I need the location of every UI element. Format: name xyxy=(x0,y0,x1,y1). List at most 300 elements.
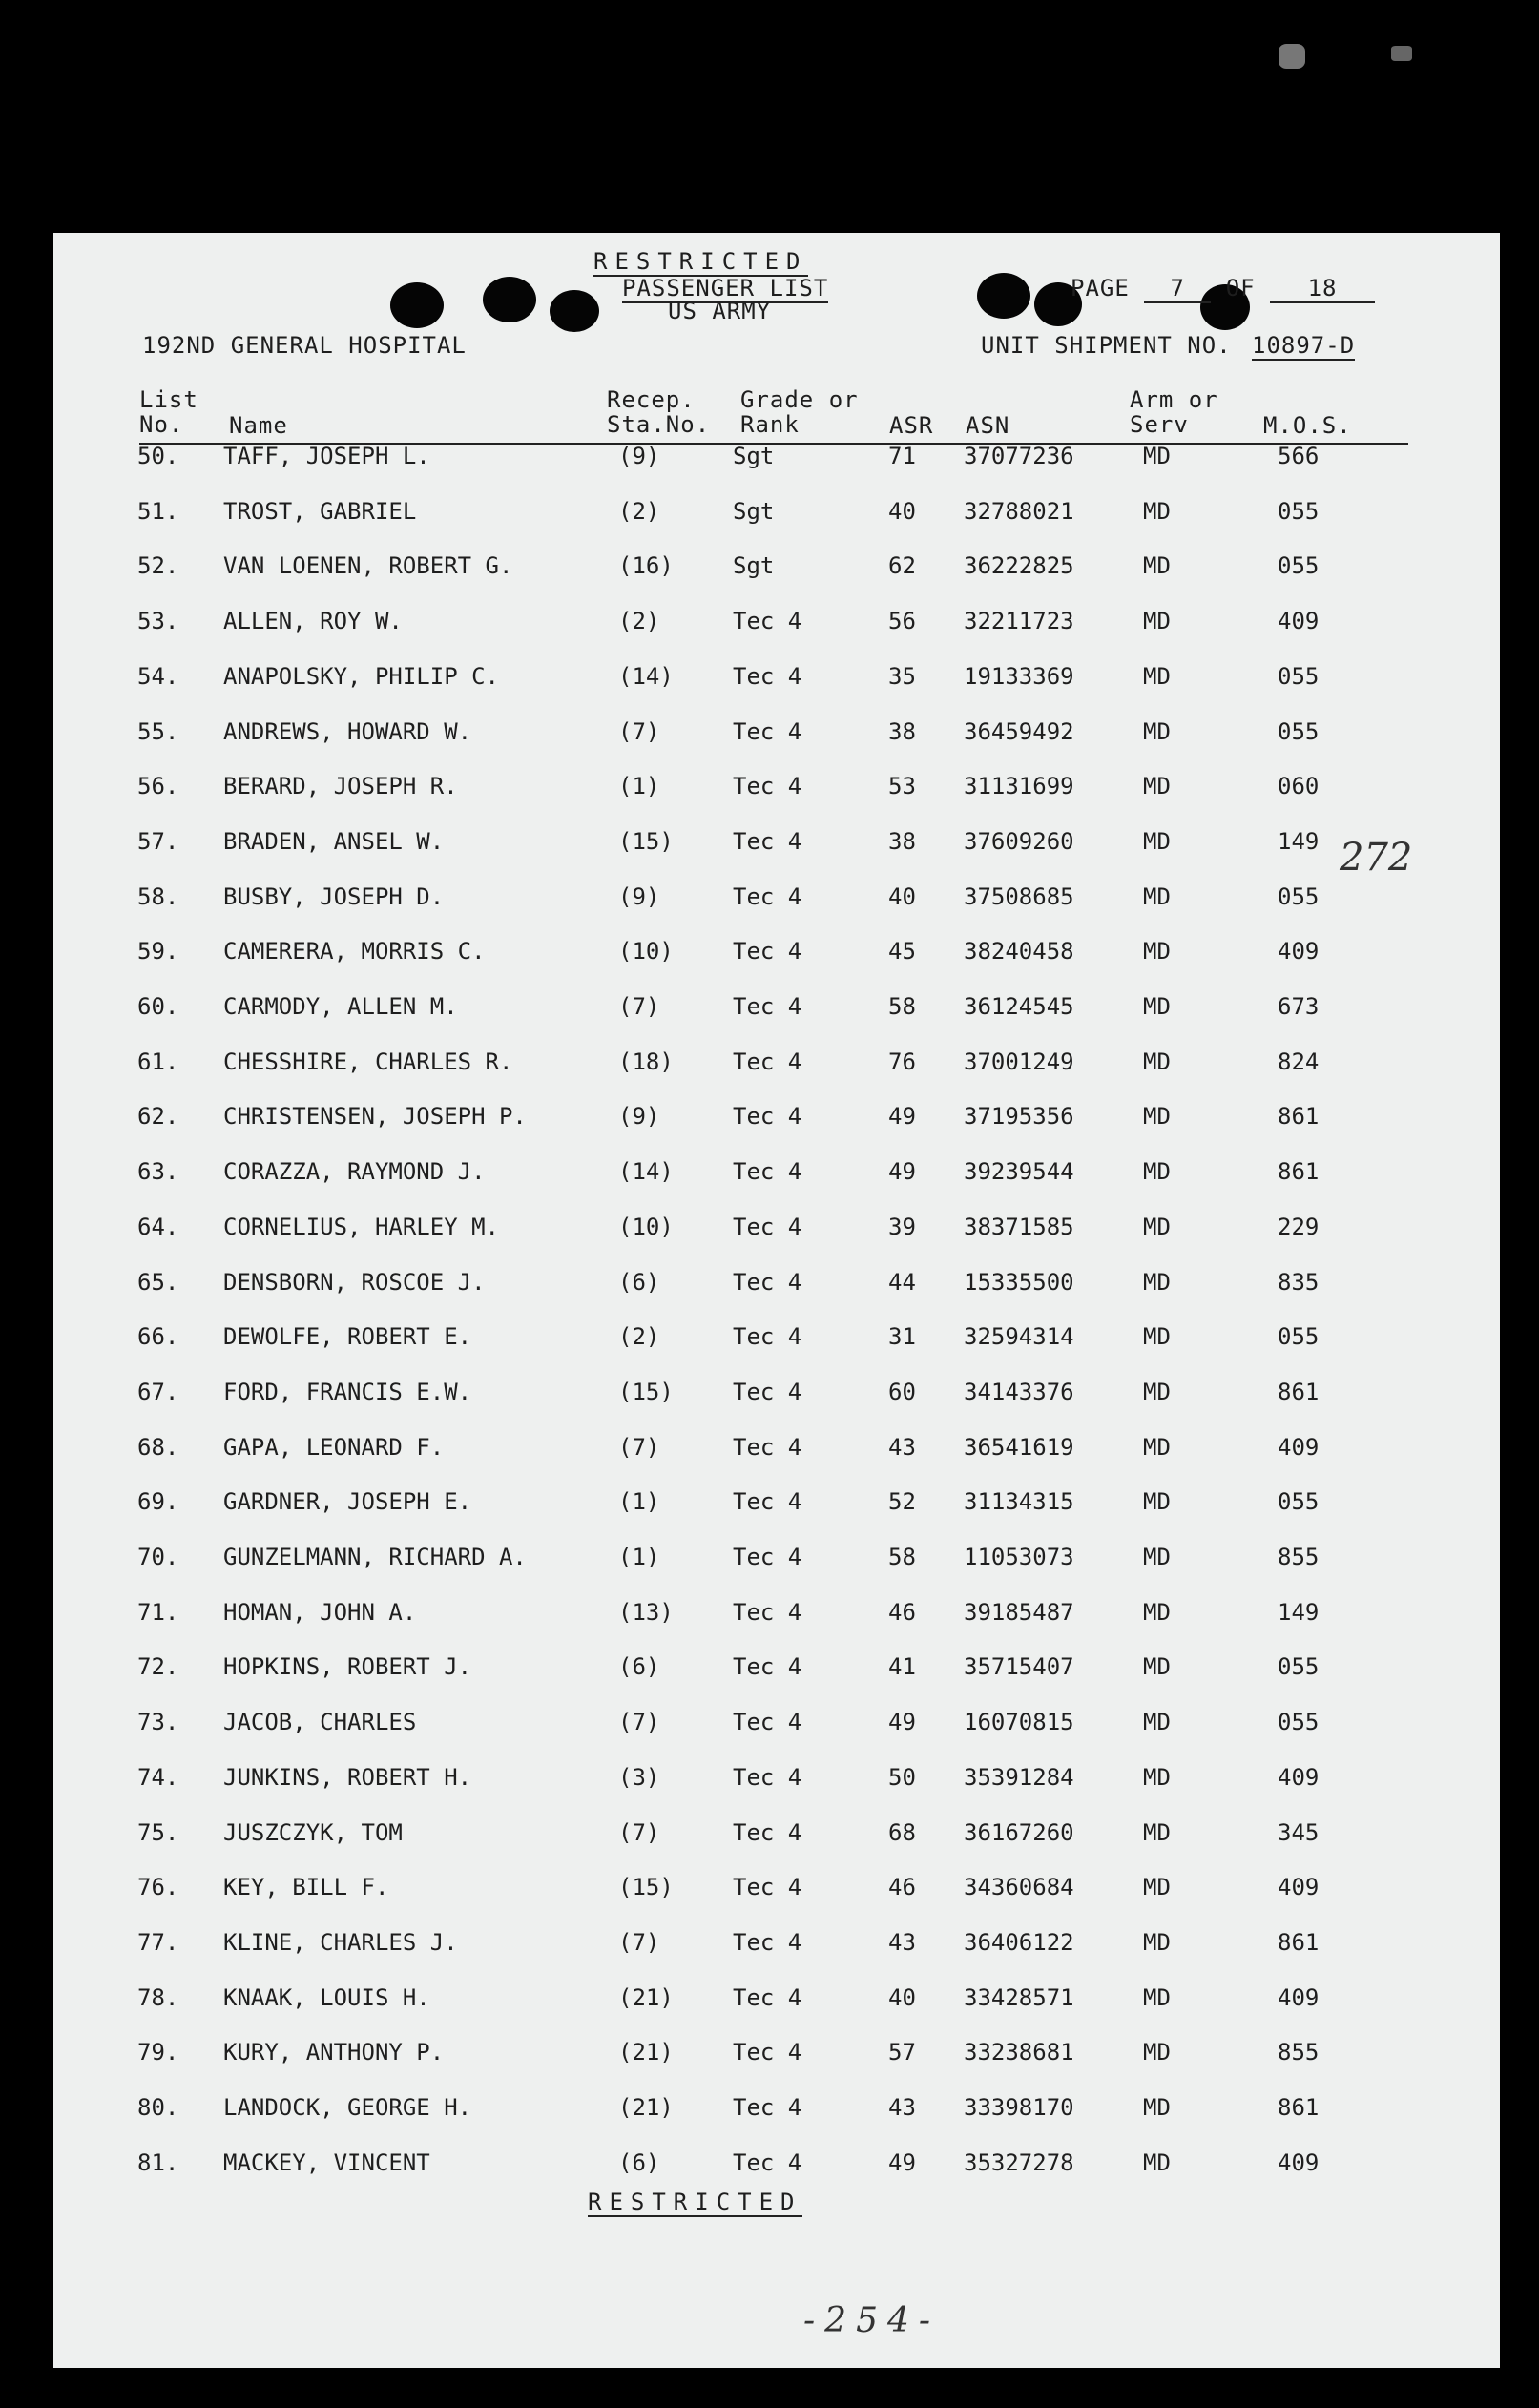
passenger-name: GUNZELMANN, RICHARD A. xyxy=(223,1544,527,1570)
list-no: 61. xyxy=(137,1048,179,1075)
grade-rank: Tec 4 xyxy=(733,938,802,965)
list-no: 60. xyxy=(137,993,179,1020)
passenger-name: JUSZCZYK, TOM xyxy=(223,1818,403,1846)
grade-rank: Tec 4 xyxy=(733,1213,802,1240)
mos-code: 055 xyxy=(1278,1323,1320,1351)
recep-sta-no: (7) xyxy=(618,1433,660,1461)
asr-score: 58 xyxy=(888,1544,916,1570)
grade-rank: Tec 4 xyxy=(733,1268,802,1296)
mos-code: 409 xyxy=(1278,2149,1320,2176)
passenger-name: CORNELIUS, HARLEY M. xyxy=(223,1213,499,1240)
passenger-list-page xyxy=(53,233,1500,2368)
recep-sta-no: (15) xyxy=(618,827,674,855)
col-grade-rank: Grade or Rank xyxy=(740,386,859,438)
passenger-name: JACOB, CHARLES xyxy=(223,1709,417,1736)
grade-rank: Tec 4 xyxy=(733,882,802,910)
list-no: 52. xyxy=(137,552,179,580)
arm-serv: MD xyxy=(1143,1433,1171,1461)
arm-serv: MD xyxy=(1143,993,1171,1020)
passenger-name: FORD, FRANCIS E.W. xyxy=(223,1378,472,1405)
mos-code: 055 xyxy=(1278,882,1320,910)
asn-number: 11053073 xyxy=(964,1544,1074,1570)
mos-code: 409 xyxy=(1278,1763,1320,1791)
arm-serv: MD xyxy=(1143,1818,1171,1846)
asn-number: 36459492 xyxy=(964,717,1074,745)
list-no: 68. xyxy=(137,1433,179,1461)
list-no: 79. xyxy=(137,2039,179,2066)
table-row xyxy=(53,1434,1500,1472)
recep-sta-no: (13) xyxy=(618,1598,674,1626)
passenger-name: BERARD, JOSEPH R. xyxy=(223,773,458,800)
table-row xyxy=(53,1103,1500,1141)
asn-number: 31134315 xyxy=(964,1488,1074,1516)
col-asn: ASN xyxy=(966,412,1010,439)
grade-rank: Tec 4 xyxy=(733,773,802,800)
mos-code: 835 xyxy=(1278,1268,1320,1296)
recep-sta-no: (21) xyxy=(618,2039,674,2066)
mos-code: 055 xyxy=(1278,1488,1320,1516)
shipment-label: UNIT SHIPMENT NO. xyxy=(981,332,1232,359)
asn-number: 32788021 xyxy=(964,497,1074,525)
unit-name: 192ND GENERAL HOSPITAL xyxy=(142,332,467,359)
recep-sta-no: (7) xyxy=(618,717,660,745)
col-name: Name xyxy=(229,412,288,439)
recep-sta-no: (7) xyxy=(618,1709,660,1736)
recep-sta-no: (1) xyxy=(618,1488,660,1516)
list-no: 80. xyxy=(137,2094,179,2121)
col-mos: M.O.S. xyxy=(1263,412,1352,439)
arm-serv: MD xyxy=(1143,1928,1171,1956)
list-no: 67. xyxy=(137,1378,179,1405)
mos-code: 566 xyxy=(1278,443,1320,469)
table-row xyxy=(53,443,1500,481)
asr-score: 56 xyxy=(888,608,916,635)
grade-rank: Tec 4 xyxy=(733,993,802,1020)
table-row xyxy=(53,1048,1500,1087)
asn-number: 36406122 xyxy=(964,1928,1074,1956)
arm-serv: MD xyxy=(1143,497,1171,525)
punch-hole xyxy=(483,277,536,322)
recep-sta-no: (10) xyxy=(618,1213,674,1240)
col-asr: ASR xyxy=(889,412,934,439)
table-row xyxy=(53,938,1500,976)
asr-score: 31 xyxy=(888,1323,916,1351)
asn-number: 31131699 xyxy=(964,773,1074,800)
asr-score: 38 xyxy=(888,827,916,855)
passenger-name: BRADEN, ANSEL W. xyxy=(223,827,445,855)
list-no: 50. xyxy=(137,443,179,469)
list-no: 58. xyxy=(137,882,179,910)
table-row xyxy=(53,883,1500,922)
table-row xyxy=(53,1819,1500,1858)
asr-score: 46 xyxy=(888,1874,916,1901)
punch-hole xyxy=(390,282,444,328)
table-row xyxy=(53,718,1500,757)
arm-serv: MD xyxy=(1143,1268,1171,1296)
asr-score: 39 xyxy=(888,1213,916,1240)
asn-number: 15335500 xyxy=(964,1268,1074,1296)
passenger-name: DEWOLFE, ROBERT E. xyxy=(223,1323,472,1351)
asn-number: 37077236 xyxy=(964,443,1074,469)
mos-code: 855 xyxy=(1278,2039,1320,2066)
scan-speck xyxy=(1391,46,1412,61)
asr-score: 38 xyxy=(888,717,916,745)
recep-sta-no: (9) xyxy=(618,882,660,910)
asn-number: 37508685 xyxy=(964,882,1074,910)
asr-score: 43 xyxy=(888,1928,916,1956)
list-no: 77. xyxy=(137,1928,179,1956)
mos-code: 149 xyxy=(1278,1598,1320,1626)
grade-rank: Sgt xyxy=(733,552,775,580)
mos-code: 861 xyxy=(1278,1378,1320,1405)
arm-serv: MD xyxy=(1143,827,1171,855)
arm-serv: MD xyxy=(1143,773,1171,800)
scan-speck xyxy=(1279,44,1305,69)
passenger-name: BUSBY, JOSEPH D. xyxy=(223,882,445,910)
grade-rank: Tec 4 xyxy=(733,1874,802,1901)
recep-sta-no: (7) xyxy=(618,993,660,1020)
arm-serv: MD xyxy=(1143,443,1171,469)
passenger-name: ANDREWS, HOWARD W. xyxy=(223,717,472,745)
page-prefix: PAGE xyxy=(1071,275,1130,301)
recep-sta-no: (6) xyxy=(618,2149,660,2176)
document-subtitle: US ARMY xyxy=(668,298,772,324)
arm-serv: MD xyxy=(1143,1158,1171,1186)
asr-score: 43 xyxy=(888,2094,916,2121)
arm-serv: MD xyxy=(1143,2149,1171,2176)
arm-serv: MD xyxy=(1143,1488,1171,1516)
asn-number: 39239544 xyxy=(964,1158,1074,1186)
arm-serv: MD xyxy=(1143,1598,1171,1626)
page-total: 18 xyxy=(1270,275,1375,303)
mos-code: 409 xyxy=(1278,938,1320,965)
col-arm-serv: Arm or Serv xyxy=(1130,386,1218,438)
asr-score: 45 xyxy=(888,938,916,965)
recep-sta-no: (18) xyxy=(618,1048,674,1075)
recep-sta-no: (14) xyxy=(618,662,674,690)
table-row xyxy=(53,2039,1500,2077)
asn-number: 37001249 xyxy=(964,1048,1074,1075)
asr-score: 41 xyxy=(888,1653,916,1681)
asr-score: 40 xyxy=(888,1983,916,2011)
mos-code: 673 xyxy=(1278,993,1320,1020)
table-row xyxy=(53,1379,1500,1417)
page-of: OF xyxy=(1225,275,1256,301)
list-no: 81. xyxy=(137,2149,179,2176)
passenger-name: JUNKINS, ROBERT H. xyxy=(223,1763,472,1791)
arm-serv: MD xyxy=(1143,717,1171,745)
table-row xyxy=(53,1599,1500,1637)
mos-code: 060 xyxy=(1278,773,1320,800)
passenger-name: CORAZZA, RAYMOND J. xyxy=(223,1158,486,1186)
asn-number: 36167260 xyxy=(964,1818,1074,1846)
asr-score: 76 xyxy=(888,1048,916,1075)
grade-rank: Tec 4 xyxy=(733,1709,802,1736)
arm-serv: MD xyxy=(1143,1544,1171,1570)
asn-number: 32594314 xyxy=(964,1323,1074,1351)
mos-code: 861 xyxy=(1278,1928,1320,1956)
handwritten-margin-number: 272 xyxy=(1340,836,1413,880)
asr-score: 49 xyxy=(888,1158,916,1186)
asn-number: 37609260 xyxy=(964,827,1074,855)
grade-rank: Tec 4 xyxy=(733,1928,802,1956)
table-row xyxy=(53,1874,1500,1912)
asn-number: 38371585 xyxy=(964,1213,1074,1240)
mos-code: 055 xyxy=(1278,1653,1320,1681)
mos-code: 055 xyxy=(1278,1709,1320,1736)
table-row xyxy=(53,1323,1500,1361)
table-row xyxy=(53,498,1500,536)
asr-score: 35 xyxy=(888,662,916,690)
mos-code: 861 xyxy=(1278,2094,1320,2121)
passenger-name: HOPKINS, ROBERT J. xyxy=(223,1653,472,1681)
passenger-name: CHESSHIRE, CHARLES R. xyxy=(223,1048,513,1075)
list-no: 78. xyxy=(137,1983,179,2011)
asn-number: 35391284 xyxy=(964,1763,1074,1791)
asr-score: 53 xyxy=(888,773,916,800)
page-indicator xyxy=(1071,275,1375,303)
grade-rank: Sgt xyxy=(733,443,775,469)
asn-number: 33238681 xyxy=(964,2039,1074,2066)
arm-serv: MD xyxy=(1143,1653,1171,1681)
grade-rank: Tec 4 xyxy=(733,608,802,635)
list-no: 75. xyxy=(137,1818,179,1846)
table-row xyxy=(53,1544,1500,1582)
grade-rank: Tec 4 xyxy=(733,662,802,690)
arm-serv: MD xyxy=(1143,1378,1171,1405)
asr-score: 60 xyxy=(888,1378,916,1405)
list-no: 62. xyxy=(137,1103,179,1131)
asr-score: 62 xyxy=(888,552,916,580)
asr-score: 71 xyxy=(888,443,916,469)
list-no: 51. xyxy=(137,497,179,525)
passenger-name: MACKEY, VINCENT xyxy=(223,2149,430,2176)
punch-hole xyxy=(977,273,1030,319)
list-no: 56. xyxy=(137,773,179,800)
grade-rank: Tec 4 xyxy=(733,1048,802,1075)
mos-code: 409 xyxy=(1278,1983,1320,2011)
grade-rank: Tec 4 xyxy=(733,1983,802,2011)
recep-sta-no: (15) xyxy=(618,1378,674,1405)
grade-rank: Tec 4 xyxy=(733,717,802,745)
mos-code: 229 xyxy=(1278,1213,1320,1240)
document-title: PASSENGER LIST xyxy=(622,275,829,301)
recep-sta-no: (3) xyxy=(618,1763,660,1791)
recep-sta-no: (14) xyxy=(618,1158,674,1186)
table-row xyxy=(53,1158,1500,1196)
page-number: 7 xyxy=(1144,275,1211,303)
table-row xyxy=(53,773,1500,811)
asn-number: 33428571 xyxy=(964,1983,1074,2011)
list-no: 74. xyxy=(137,1763,179,1791)
table-row xyxy=(53,993,1500,1031)
list-no: 69. xyxy=(137,1488,179,1516)
recep-sta-no: (16) xyxy=(618,552,674,580)
passenger-name: ANAPOLSKY, PHILIP C. xyxy=(223,662,499,690)
mos-code: 409 xyxy=(1278,1433,1320,1461)
grade-rank: Tec 4 xyxy=(733,1544,802,1570)
recep-sta-no: (15) xyxy=(618,1874,674,1901)
arm-serv: MD xyxy=(1143,1103,1171,1131)
recep-sta-no: (7) xyxy=(618,1928,660,1956)
asn-number: 37195356 xyxy=(964,1103,1074,1131)
grade-rank: Tec 4 xyxy=(733,827,802,855)
arm-serv: MD xyxy=(1143,1983,1171,2011)
passenger-name: KEY, BILL F. xyxy=(223,1874,389,1901)
asn-number: 39185487 xyxy=(964,1598,1074,1626)
mos-code: 824 xyxy=(1278,1048,1320,1075)
mos-code: 861 xyxy=(1278,1103,1320,1131)
table-row xyxy=(53,1488,1500,1526)
arm-serv: MD xyxy=(1143,2039,1171,2066)
grade-rank: Tec 4 xyxy=(733,1763,802,1791)
recep-sta-no: (21) xyxy=(618,1983,674,2011)
table-row xyxy=(53,1929,1500,1967)
mos-code: 055 xyxy=(1278,552,1320,580)
asn-number: 32211723 xyxy=(964,608,1074,635)
grade-rank: Tec 4 xyxy=(733,2039,802,2066)
asr-score: 49 xyxy=(888,1709,916,1736)
grade-rank: Tec 4 xyxy=(733,1653,802,1681)
passenger-name: KNAAK, LOUIS H. xyxy=(223,1983,430,2011)
grade-rank: Sgt xyxy=(733,497,775,525)
table-row xyxy=(53,1269,1500,1307)
arm-serv: MD xyxy=(1143,552,1171,580)
grade-rank: Tec 4 xyxy=(733,2094,802,2121)
passenger-name: LANDOCK, GEORGE H. xyxy=(223,2094,472,2121)
grade-rank: Tec 4 xyxy=(733,1818,802,1846)
passenger-name: GAPA, LEONARD F. xyxy=(223,1433,445,1461)
recep-sta-no: (7) xyxy=(618,1818,660,1846)
arm-serv: MD xyxy=(1143,882,1171,910)
passenger-name: DENSBORN, ROSCOE J. xyxy=(223,1268,486,1296)
recep-sta-no: (1) xyxy=(618,773,660,800)
passenger-name: TROST, GABRIEL xyxy=(223,497,417,525)
grade-rank: Tec 4 xyxy=(733,1103,802,1131)
table-row xyxy=(53,1653,1500,1692)
passenger-name: HOMAN, JOHN A. xyxy=(223,1598,417,1626)
recep-sta-no: (2) xyxy=(618,1323,660,1351)
mos-code: 149 xyxy=(1278,827,1320,855)
asr-score: 57 xyxy=(888,2039,916,2066)
passenger-name: VAN LOENEN, ROBERT G. xyxy=(223,552,513,580)
asr-score: 46 xyxy=(888,1598,916,1626)
passenger-name: KURY, ANTHONY P. xyxy=(223,2039,445,2066)
grade-rank: Tec 4 xyxy=(733,1433,802,1461)
table-row xyxy=(53,663,1500,701)
arm-serv: MD xyxy=(1143,938,1171,965)
list-no: 73. xyxy=(137,1709,179,1736)
recep-sta-no: (6) xyxy=(618,1268,660,1296)
arm-serv: MD xyxy=(1143,608,1171,635)
table-row xyxy=(53,828,1500,866)
mos-code: 409 xyxy=(1278,608,1320,635)
list-no: 63. xyxy=(137,1158,179,1186)
asr-score: 58 xyxy=(888,993,916,1020)
mos-code: 055 xyxy=(1278,662,1320,690)
list-no: 72. xyxy=(137,1653,179,1681)
asn-number: 38240458 xyxy=(964,938,1074,965)
asr-score: 40 xyxy=(888,882,916,910)
mos-code: 855 xyxy=(1278,1544,1320,1570)
asn-number: 33398170 xyxy=(964,2094,1074,2121)
table-row xyxy=(53,1214,1500,1252)
col-list-no: List No. xyxy=(139,386,198,438)
grade-rank: Tec 4 xyxy=(733,1323,802,1351)
asn-number: 19133369 xyxy=(964,662,1074,690)
passenger-name: CAMERERA, MORRIS C. xyxy=(223,938,486,965)
recep-sta-no: (2) xyxy=(618,497,660,525)
asn-number: 36222825 xyxy=(964,552,1074,580)
punch-hole xyxy=(550,290,599,332)
grade-rank: Tec 4 xyxy=(733,1488,802,1516)
arm-serv: MD xyxy=(1143,2094,1171,2121)
asn-number: 16070815 xyxy=(964,1709,1074,1736)
list-no: 71. xyxy=(137,1598,179,1626)
list-no: 64. xyxy=(137,1213,179,1240)
passenger-name: CHRISTENSEN, JOSEPH P. xyxy=(223,1103,527,1131)
asn-number: 34360684 xyxy=(964,1874,1074,1901)
passenger-name: GARDNER, JOSEPH E. xyxy=(223,1488,472,1516)
recep-sta-no: (9) xyxy=(618,443,660,469)
passenger-name: KLINE, CHARLES J. xyxy=(223,1928,458,1956)
recep-sta-no: (10) xyxy=(618,938,674,965)
asr-score: 52 xyxy=(888,1488,916,1516)
mos-code: 055 xyxy=(1278,717,1320,745)
mos-code: 861 xyxy=(1278,1158,1320,1186)
grade-rank: Tec 4 xyxy=(733,1598,802,1626)
table-row xyxy=(53,2094,1500,2132)
mos-code: 055 xyxy=(1278,497,1320,525)
shipment-number: 10897-D xyxy=(1252,332,1356,359)
list-no: 53. xyxy=(137,608,179,635)
asn-number: 34143376 xyxy=(964,1378,1074,1405)
list-no: 76. xyxy=(137,1874,179,1901)
list-no: 57. xyxy=(137,827,179,855)
list-no: 65. xyxy=(137,1268,179,1296)
arm-serv: MD xyxy=(1143,662,1171,690)
asn-number: 36124545 xyxy=(964,993,1074,1020)
recep-sta-no: (21) xyxy=(618,2094,674,2121)
list-no: 59. xyxy=(137,938,179,965)
classification-bottom: RESTRICTED xyxy=(588,2189,802,2215)
asr-score: 68 xyxy=(888,1818,916,1846)
list-no: 54. xyxy=(137,662,179,690)
asn-number: 35327278 xyxy=(964,2149,1074,2176)
asr-score: 44 xyxy=(888,1268,916,1296)
asr-score: 50 xyxy=(888,1763,916,1791)
table-row xyxy=(53,608,1500,646)
table-row xyxy=(53,1709,1500,1747)
recep-sta-no: (9) xyxy=(618,1103,660,1131)
table-row xyxy=(53,1984,1500,2023)
grade-rank: Tec 4 xyxy=(733,1158,802,1186)
table-row xyxy=(53,2149,1500,2188)
asr-score: 49 xyxy=(888,1103,916,1131)
asr-score: 40 xyxy=(888,497,916,525)
arm-serv: MD xyxy=(1143,1213,1171,1240)
asr-score: 49 xyxy=(888,2149,916,2176)
mos-code: 409 xyxy=(1278,1874,1320,1901)
recep-sta-no: (6) xyxy=(618,1653,660,1681)
passenger-name: CARMODY, ALLEN M. xyxy=(223,993,458,1020)
arm-serv: MD xyxy=(1143,1323,1171,1351)
grade-rank: Tec 4 xyxy=(733,1378,802,1405)
list-no: 55. xyxy=(137,717,179,745)
grade-rank: Tec 4 xyxy=(733,2149,802,2176)
handwritten-page-number: -254- xyxy=(803,2301,941,2340)
arm-serv: MD xyxy=(1143,1048,1171,1075)
